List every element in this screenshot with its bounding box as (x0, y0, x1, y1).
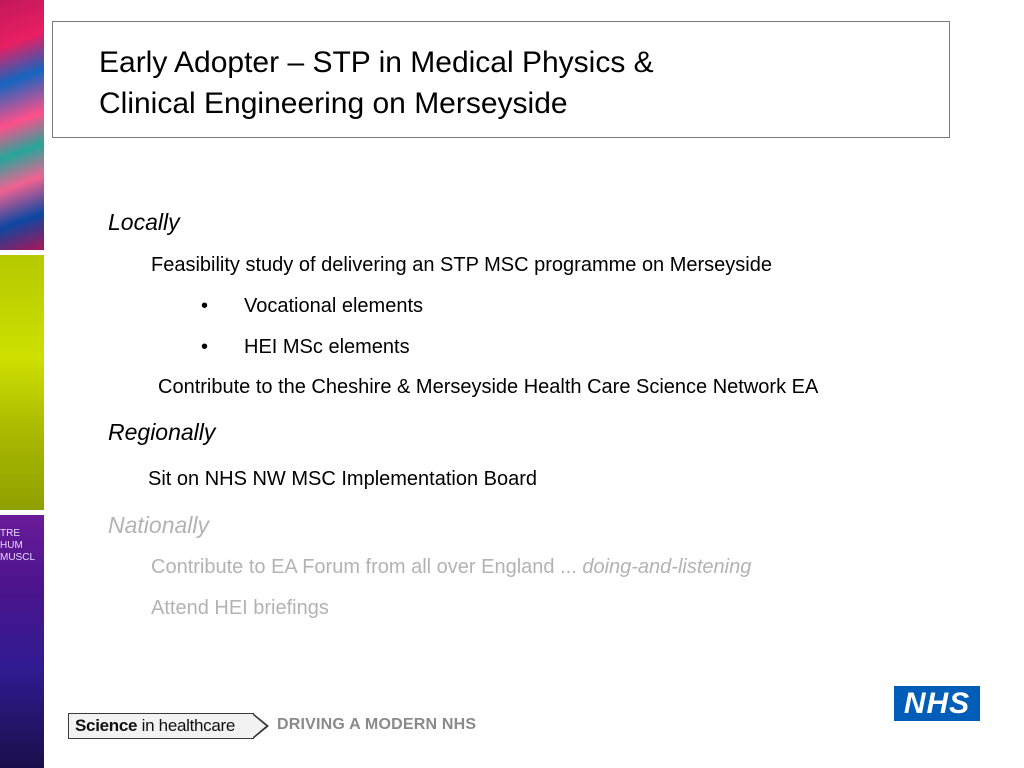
strip-image-middle (0, 255, 44, 510)
slide-title (99, 42, 654, 124)
logo-in-healthcare-words: in healthcare (141, 716, 236, 735)
logo-science-word: Science (75, 716, 138, 735)
footer-tagline: DRIVING A MODERN NHS (277, 716, 477, 733)
ea-forum-text: Contribute to EA Forum from all over England ... (151, 556, 577, 578)
regionally-item-implementation-board: Sit on NHS NW MSC Implementation Board (148, 468, 538, 490)
heading-nationally: Nationally (108, 512, 209, 538)
locally-item-feasibility: Feasibility study of delivering an STP MSC programme on Merseyside (151, 254, 772, 276)
nationally-item-ea-forum (151, 556, 751, 579)
locally-item-contribute-network: Contribute to the Cheshire & Merseyside Health Care Science Network EA (158, 376, 819, 398)
doing-and-listening-text: doing-and-listening (582, 556, 752, 578)
slide-title-line-2: Clinical Engineering on Merseyside (99, 87, 568, 120)
bullet-symbol: • (201, 295, 209, 317)
nhs-logo: NHS (894, 686, 980, 721)
bullet-symbol: • (201, 336, 209, 358)
nationally-item-hei-briefings: Attend HEI briefings (151, 597, 329, 619)
heading-regionally: Regionally (108, 419, 216, 445)
decorative-image-strip (0, 0, 44, 768)
heading-locally: Locally (108, 209, 180, 235)
strip-image-lettering: TRE HUM MUSCL (0, 528, 36, 563)
science-in-healthcare-logo (68, 713, 254, 739)
strip-image-top (0, 0, 44, 250)
title-box (52, 21, 950, 138)
slide-title-line-1: Early Adopter – STP in Medical Physics & (99, 46, 654, 79)
logo-arrow-inner (253, 715, 266, 737)
bullet-vocational-elements: Vocational elements (244, 295, 424, 317)
bullet-hei-msc-elements: HEI MSc elements (244, 336, 410, 358)
